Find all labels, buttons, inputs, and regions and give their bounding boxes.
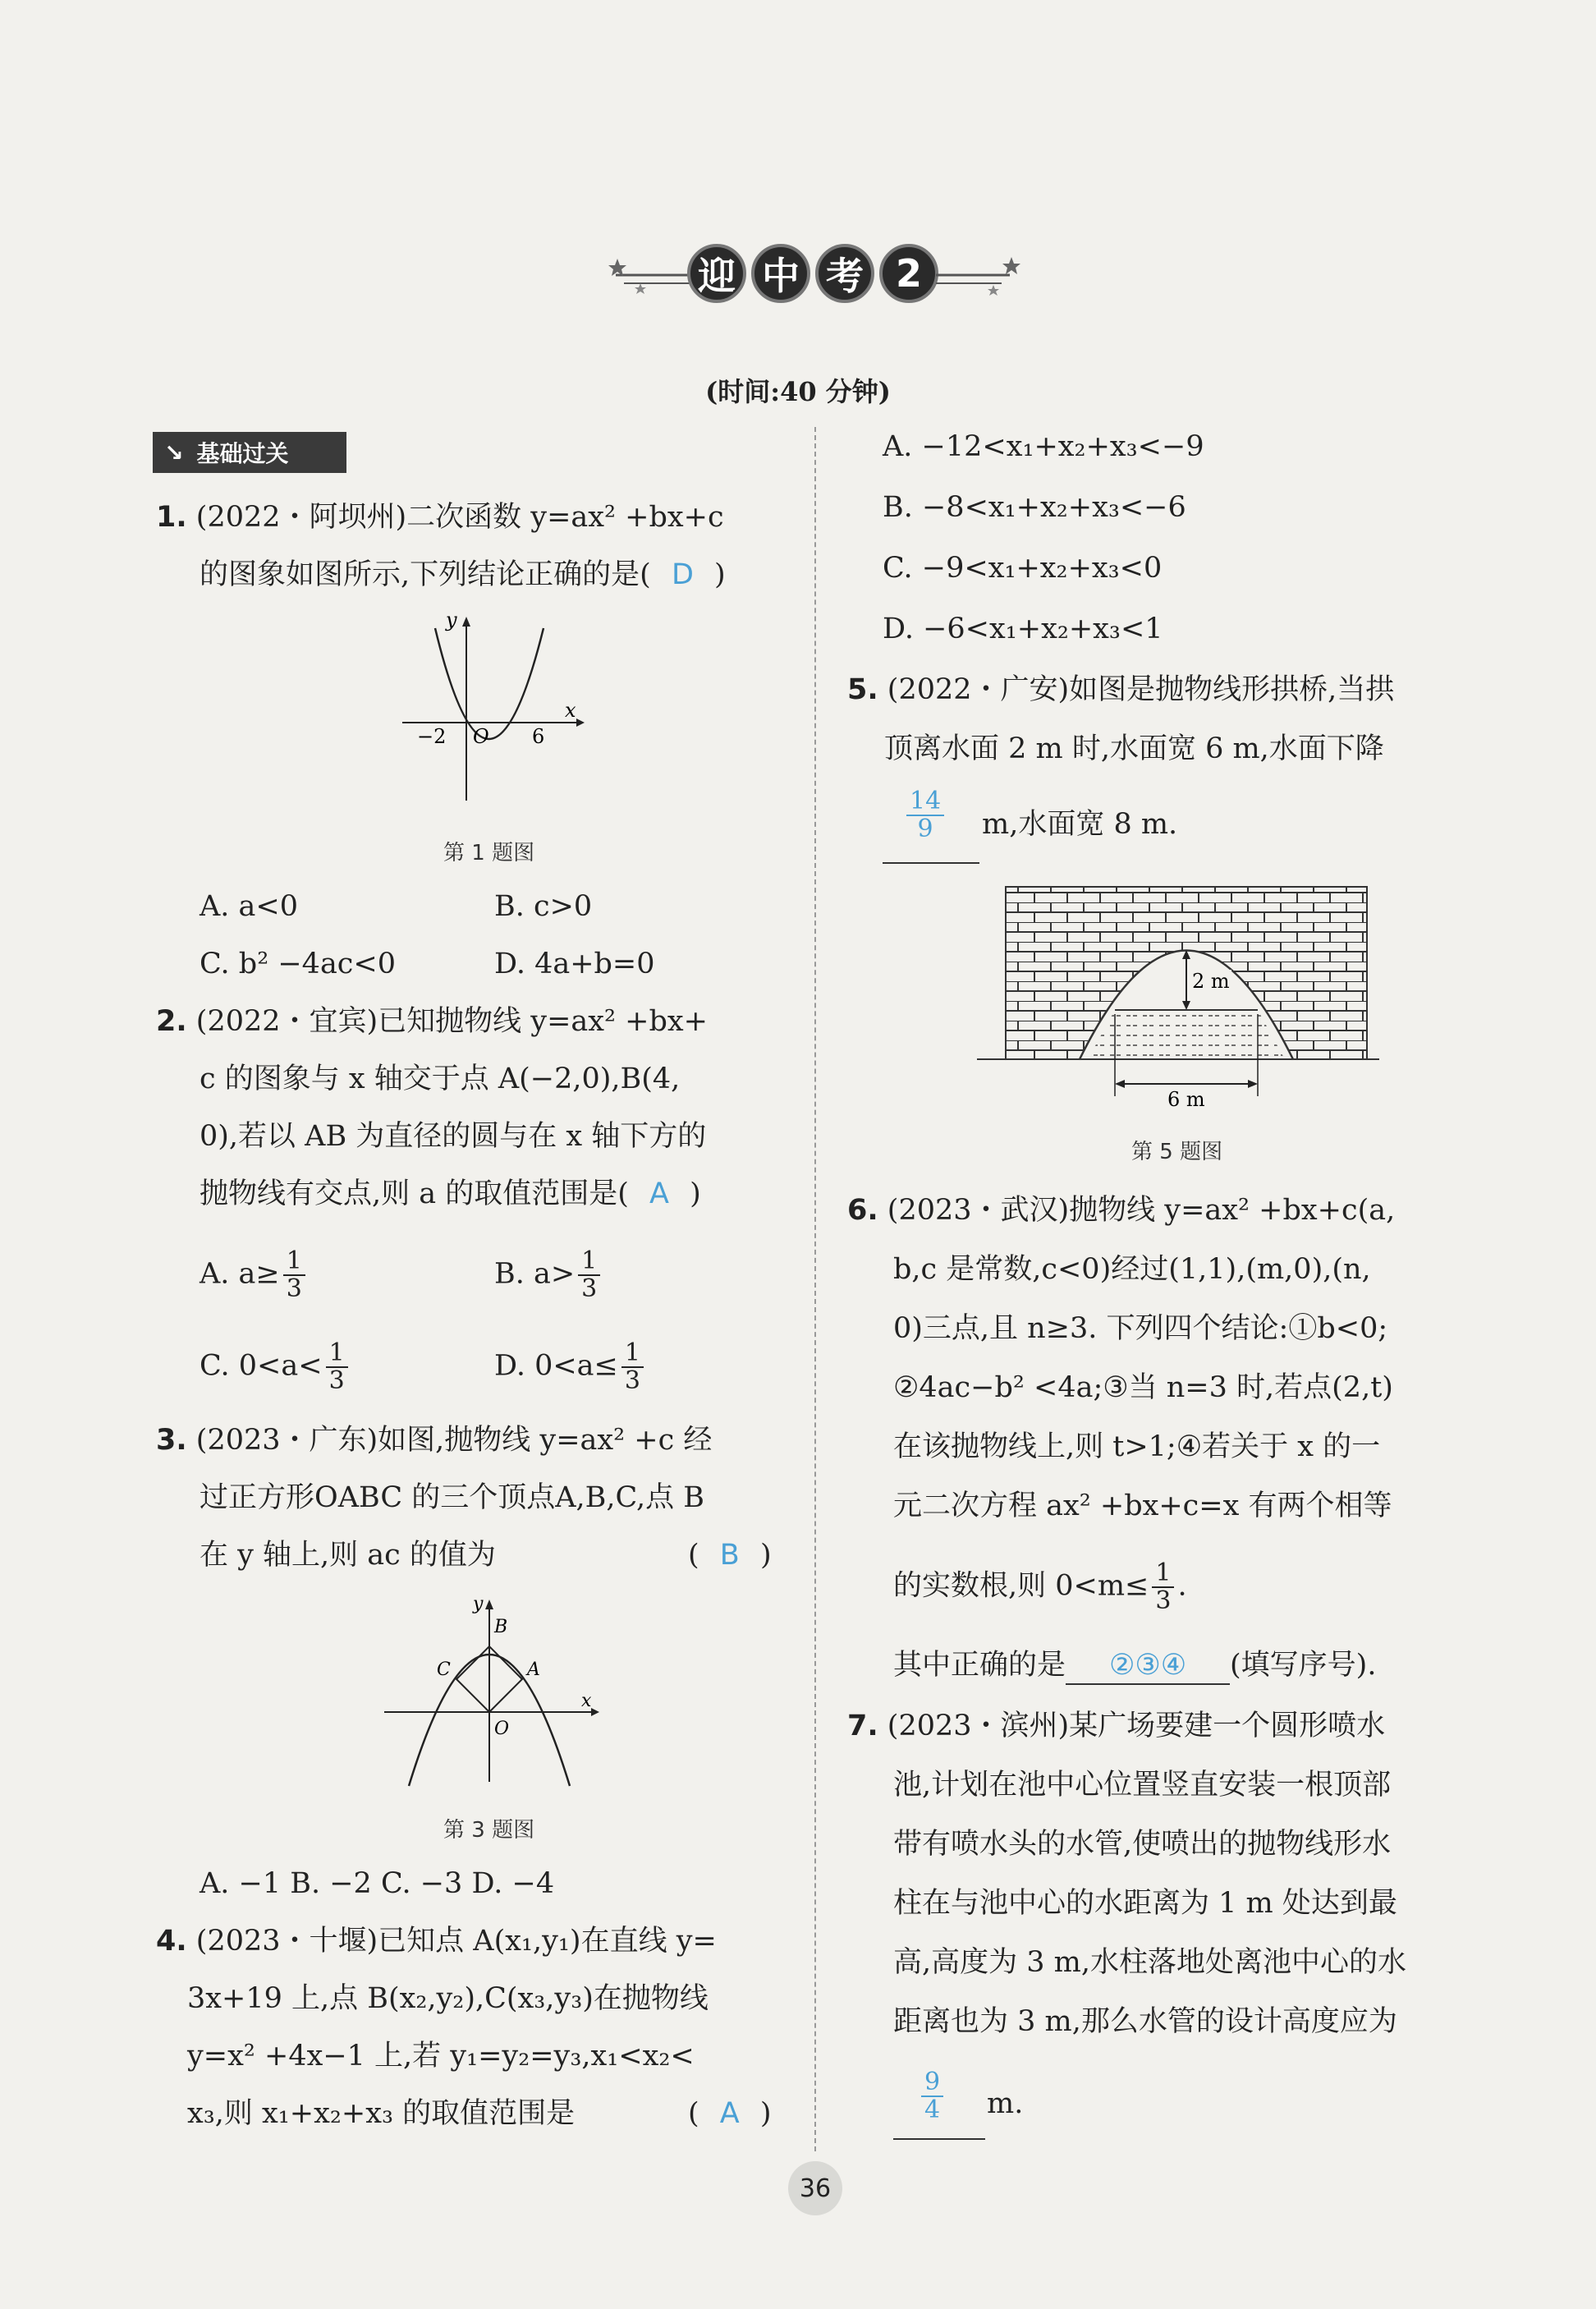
title-char: 考 bbox=[815, 244, 874, 303]
q1-number: 1. bbox=[156, 501, 187, 534]
q5-water bbox=[1088, 1010, 1285, 1059]
q6-text7: 的实数根,则 0<m≤ bbox=[893, 1569, 1149, 1603]
q4-number: 4. bbox=[156, 1925, 187, 1958]
title-char: 2 bbox=[879, 244, 938, 303]
q1-line2 bbox=[200, 557, 726, 593]
frac-num: 1 bbox=[1152, 1560, 1174, 1588]
q3-b-label: B bbox=[494, 1617, 508, 1637]
q1-x-label: x bbox=[565, 699, 576, 722]
q6-line1 bbox=[847, 1192, 1395, 1228]
star-decoration-left-icon bbox=[608, 250, 698, 300]
q6-text8-end: (填写序号). bbox=[1230, 1649, 1377, 1682]
q3-y-label: y bbox=[473, 1594, 484, 1614]
q3-parabola-figure bbox=[376, 1593, 606, 1790]
frac-num: 1 bbox=[326, 1340, 348, 1368]
q1-origin-label: O bbox=[473, 725, 489, 748]
q6-number: 6. bbox=[847, 1194, 878, 1227]
frac-num: 1 bbox=[283, 1248, 305, 1276]
q3-answer: B bbox=[719, 1539, 740, 1572]
q5-arrow-right-icon bbox=[1248, 1080, 1258, 1088]
q4-option-c: C. −9<x₁+x₂+x₃<0 bbox=[883, 552, 1163, 585]
q1-six-label: 6 bbox=[532, 725, 545, 748]
q6-line6: 元二次方程 ax² +bx+c=x 有两个相等 bbox=[893, 1490, 1392, 1522]
frac-den: 3 bbox=[328, 1366, 345, 1395]
q4-close: ) bbox=[759, 2097, 772, 2130]
q6-line4: ②4ac−b² <4a;③当 n=3 时,若点(2,t) bbox=[893, 1371, 1393, 1404]
q3-answer-bracket bbox=[688, 1537, 772, 1573]
q7-answer-blank bbox=[893, 2138, 985, 2140]
q5-line2: 顶离水面 2 m 时,水面宽 6 m,水面下降 bbox=[884, 732, 1384, 765]
q2-option-d-text: D. 0<a≤ bbox=[494, 1349, 618, 1383]
q1-y-label: y bbox=[446, 612, 457, 631]
q1-option-a: A. a<0 bbox=[200, 890, 298, 923]
q7-line7: m. bbox=[987, 2087, 1024, 2120]
q4-line1 bbox=[156, 1923, 717, 1959]
q2-option-a-text: A. a≥ bbox=[200, 1257, 280, 1291]
q2-option-b-text: B. a> bbox=[494, 1257, 576, 1291]
q2-number: 2. bbox=[156, 1005, 187, 1038]
q3-caption: 第 3 题图 bbox=[443, 1818, 535, 1843]
q5-6m-label: 6 m bbox=[1167, 1088, 1205, 1109]
q2-option-b bbox=[494, 1248, 603, 1302]
q7-text1: (2023・滨州)某广场要建一个圆形喷水 bbox=[887, 1710, 1386, 1742]
q3-y-arrow-icon bbox=[485, 1600, 493, 1609]
title-char: 中 bbox=[751, 244, 810, 303]
q7-number: 7. bbox=[847, 1710, 878, 1742]
q3-line3: 在 y 轴上,则 ac 的值为 bbox=[200, 1539, 496, 1572]
q2-option-d bbox=[494, 1340, 647, 1394]
q1-x-arrow-icon bbox=[576, 718, 585, 727]
q7-line5: 高,高度为 3 m,水柱落地处离池中心的水 bbox=[893, 1946, 1406, 1979]
q6-line3: 0)三点,且 n≥3. 下列四个结论:①b<0; bbox=[893, 1312, 1388, 1345]
q5-answer-blank bbox=[883, 862, 979, 864]
q4-option-a: A. −12<x₁+x₂+x₃<−9 bbox=[883, 430, 1204, 463]
frac-num: 1 bbox=[578, 1248, 600, 1276]
q5-number: 5. bbox=[847, 673, 878, 706]
q2-answer: A bbox=[649, 1177, 669, 1210]
q6-line8 bbox=[893, 1647, 1376, 1685]
q7-answer-frac bbox=[921, 2069, 943, 2123]
q7-line1 bbox=[847, 1708, 1385, 1744]
q1-neg2-label: −2 bbox=[417, 725, 447, 748]
q7-answer bbox=[918, 2069, 947, 2123]
q2-text1: (2022・宜宾)已知抛物线 y=ax² +bx+ bbox=[195, 1005, 708, 1038]
q5-line3: m,水面宽 8 m. bbox=[982, 808, 1178, 841]
q2-text4: 抛物线有交点,则 a 的取值范围是( bbox=[200, 1177, 629, 1210]
q1-line1 bbox=[156, 499, 724, 535]
q3-c-label: C bbox=[437, 1659, 451, 1680]
q5-answer bbox=[903, 788, 947, 842]
q7-line2: 池,计划在池中心位置竖直安装一根顶部 bbox=[893, 1769, 1392, 1802]
q1-close: ) bbox=[714, 558, 726, 591]
q2-line3: 0),若以 AB 为直径的圆与在 x 轴下方的 bbox=[200, 1120, 707, 1153]
column-divider bbox=[814, 427, 816, 2151]
q1-y-arrow-icon bbox=[462, 617, 470, 627]
q7-line4: 柱在与池中心的水距离为 1 m 处达到最 bbox=[893, 1887, 1397, 1920]
frac-den: 3 bbox=[624, 1366, 640, 1395]
q1-text2: 的图象如图所示,下列结论正确的是( bbox=[200, 558, 651, 591]
q1-option-b: B. c>0 bbox=[494, 890, 593, 923]
q2-line4 bbox=[200, 1176, 701, 1212]
section-label: 基础过关 bbox=[196, 440, 289, 467]
q5-text1: (2022・广安)如图是抛物线形拱桥,当拱 bbox=[887, 673, 1395, 706]
q4-open: ( bbox=[688, 2097, 699, 2130]
q4-option-d: D. −6<x₁+x₂+x₃<1 bbox=[883, 613, 1163, 645]
q7-line6: 距离也为 3 m,那么水管的设计高度应为 bbox=[893, 2005, 1397, 2038]
q2-line2: c 的图象与 x 轴交于点 A(−2,0),B(4, bbox=[200, 1063, 681, 1095]
q6-text8: 其中正确的是 bbox=[893, 1649, 1066, 1682]
q4-line3: y=x² +4x−1 上,若 y₁=y₂=y₃,x₁<x₂< bbox=[187, 2040, 695, 2073]
q4-option-b: B. −8<x₁+x₂+x₃<−6 bbox=[883, 491, 1186, 524]
q1-option-d: D. 4a+b=0 bbox=[494, 948, 655, 980]
q1-answer: D bbox=[671, 558, 694, 591]
q2-option-a-frac bbox=[283, 1248, 305, 1302]
q3-close: ) bbox=[759, 1539, 772, 1572]
q3-line1 bbox=[156, 1422, 712, 1458]
q3-origin-label: O bbox=[494, 1719, 510, 1739]
q1-option-c: C. b² −4ac<0 bbox=[200, 948, 397, 980]
q5-arrow-left-icon bbox=[1115, 1080, 1125, 1088]
q4-answer: A bbox=[719, 2097, 740, 2130]
q1-parabola-figure bbox=[394, 612, 599, 809]
q5-arch-bridge-figure bbox=[977, 883, 1379, 1109]
q6-answer: ②③④ bbox=[1066, 1647, 1230, 1685]
q6-frac bbox=[1152, 1560, 1174, 1614]
q1-text1: (2022・阿坝州)二次函数 y=ax² +bx+c bbox=[195, 501, 724, 534]
frac-den: 3 bbox=[286, 1274, 302, 1303]
star-decoration-right-icon bbox=[936, 250, 1026, 300]
title-banner bbox=[608, 234, 1018, 316]
q6-line5: 在该抛物线上,则 t>1;④若关于 x 的一 bbox=[893, 1430, 1381, 1463]
frac-den: 9 bbox=[917, 815, 933, 843]
frac-num: 14 bbox=[906, 788, 944, 816]
q6-text7-end: . bbox=[1177, 1569, 1187, 1603]
frac-den: 3 bbox=[581, 1274, 598, 1303]
q5-2m-label: 2 m bbox=[1192, 970, 1230, 993]
q6-line7 bbox=[893, 1560, 1187, 1614]
page-number: 36 bbox=[788, 2161, 842, 2215]
frac-num: 1 bbox=[621, 1340, 644, 1368]
q2-option-c-text: C. 0<a< bbox=[200, 1349, 323, 1383]
q3-text1: (2023・广东)如图,抛物线 y=ax² +c 经 bbox=[195, 1424, 713, 1457]
q5-answer-frac bbox=[906, 788, 944, 842]
q6-text1: (2023・武汉)抛物线 y=ax² +bx+c(a, bbox=[887, 1194, 1396, 1227]
frac-num: 9 bbox=[921, 2069, 943, 2097]
q2-close: ) bbox=[690, 1177, 701, 1210]
q3-line2: 过正方形OABC 的三个顶点A,B,C,点 B bbox=[200, 1481, 704, 1514]
q3-open: ( bbox=[688, 1539, 699, 1572]
q3-a-label: A bbox=[527, 1659, 540, 1680]
q3-number: 3. bbox=[156, 1424, 187, 1457]
time-note: (时间:40 分钟) bbox=[705, 376, 891, 407]
q3-x-arrow-icon bbox=[591, 1708, 599, 1716]
q2-option-b-frac bbox=[578, 1248, 600, 1302]
q5-caption: 第 5 题图 bbox=[1131, 1140, 1223, 1164]
q4-line4: x₃,则 x₁+x₂+x₃ 的取值范围是 bbox=[187, 2097, 576, 2130]
q2-option-d-frac bbox=[621, 1340, 644, 1394]
q3-x-label: x bbox=[581, 1691, 592, 1711]
section-tag bbox=[153, 432, 346, 473]
q6-line2: b,c 是常数,c<0)经过(1,1),(m,0),(n, bbox=[893, 1253, 1371, 1286]
q3-options: A. −1 B. −2 C. −3 D. −4 bbox=[200, 1867, 555, 1900]
q2-line1 bbox=[156, 1003, 708, 1040]
title-char: 迎 bbox=[687, 244, 746, 303]
q2-option-a bbox=[200, 1248, 309, 1302]
q7-line3: 带有喷水头的水管,使喷出的抛物线形水 bbox=[893, 1828, 1392, 1861]
frac-den: 3 bbox=[1155, 1586, 1172, 1615]
arrow-down-right-icon: ↘ bbox=[164, 438, 184, 466]
q5-line1 bbox=[847, 672, 1394, 708]
q2-option-c-frac bbox=[326, 1340, 348, 1394]
q2-option-c bbox=[200, 1340, 351, 1394]
q4-text1: (2023・十堰)已知点 A(x₁,y₁)在直线 y= bbox=[195, 1925, 717, 1958]
q4-answer-bracket bbox=[688, 2096, 772, 2132]
frac-den: 4 bbox=[924, 2096, 941, 2124]
q1-caption: 第 1 题图 bbox=[443, 841, 535, 865]
q4-line2: 3x+19 上,点 B(x₂,y₂),C(x₃,y₃)在抛物线 bbox=[187, 1982, 709, 2015]
